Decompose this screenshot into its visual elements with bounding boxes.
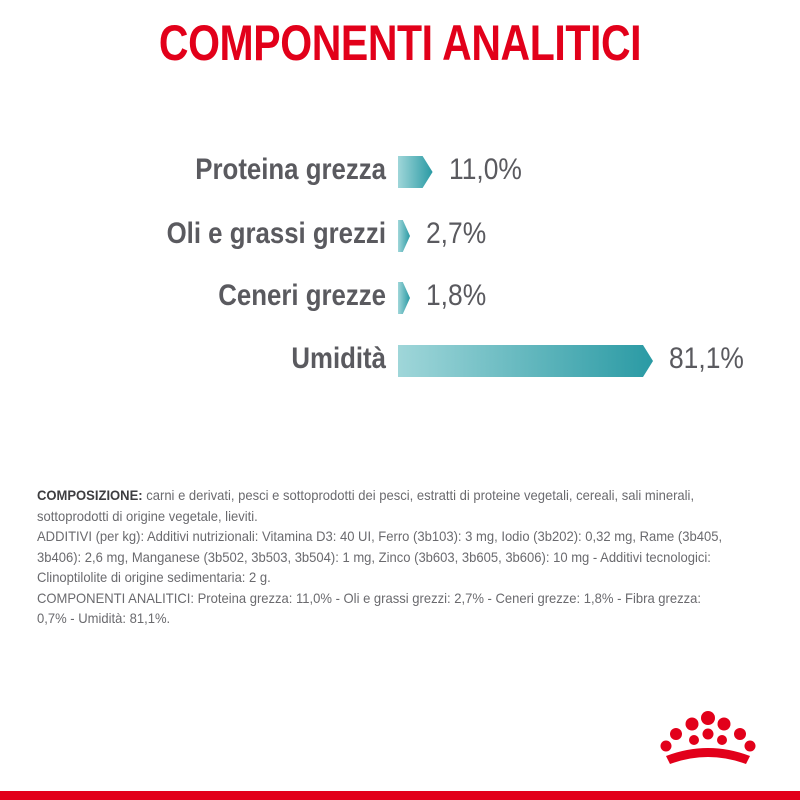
composition-label: COMPOSIZIONE: (37, 487, 143, 503)
value-label-3: 81,1% (669, 342, 744, 375)
bar-0 (398, 156, 433, 188)
bar-1 (398, 220, 410, 252)
page-title: COMPONENTI ANALITICI (158, 15, 642, 71)
value-label-2: 1,8% (426, 279, 487, 312)
category-label-1: Oli e grassi grezzi (166, 217, 386, 250)
bar-2 (398, 282, 410, 314)
composition-additives: ADDITIVI (per kg): Additivi nutrizionali: Vitamina D3: 40 UI, Ferro (3b103): 3 mg, Iodio (3b202): 0,32 mg, Rame (3b405, 3b406): 2,6 mg, Manganese (3b502, 3b503, 3b504): 1 mg, Zinco (3b603, 3b605, 3b606): 10 mg - Additivi tecnologici: Clinoptilolite di origine sedimentaria: 2 g. (37, 528, 723, 585)
composition-ingredients: carni e derivati, pesci e sottoprodotti dei pesci, estratti di proteine vegetali, cereali, sali minerali, sottoprodotti di origine vegetale, lieviti. (37, 487, 695, 524)
category-label-2: Ceneri grezze (218, 279, 386, 312)
composition-text (37, 485, 725, 629)
category-label-3: Umidità (291, 342, 386, 375)
bar-3 (398, 345, 653, 377)
composition-analytical: COMPONENTI ANALITICI: Proteina grezza: 11,0% - Oli e grassi grezzi: 2,7% - Ceneri grezze: 1,8% - Fibra grezza: 0,7% - Umidità: 81,1%. (37, 589, 702, 626)
brand-bottom-bar (0, 791, 800, 800)
crown-icon (658, 710, 758, 772)
value-label-1: 2,7% (426, 217, 487, 250)
category-label-0: Proteina grezza (195, 153, 386, 186)
value-label-0: 11,0% (448, 153, 522, 186)
